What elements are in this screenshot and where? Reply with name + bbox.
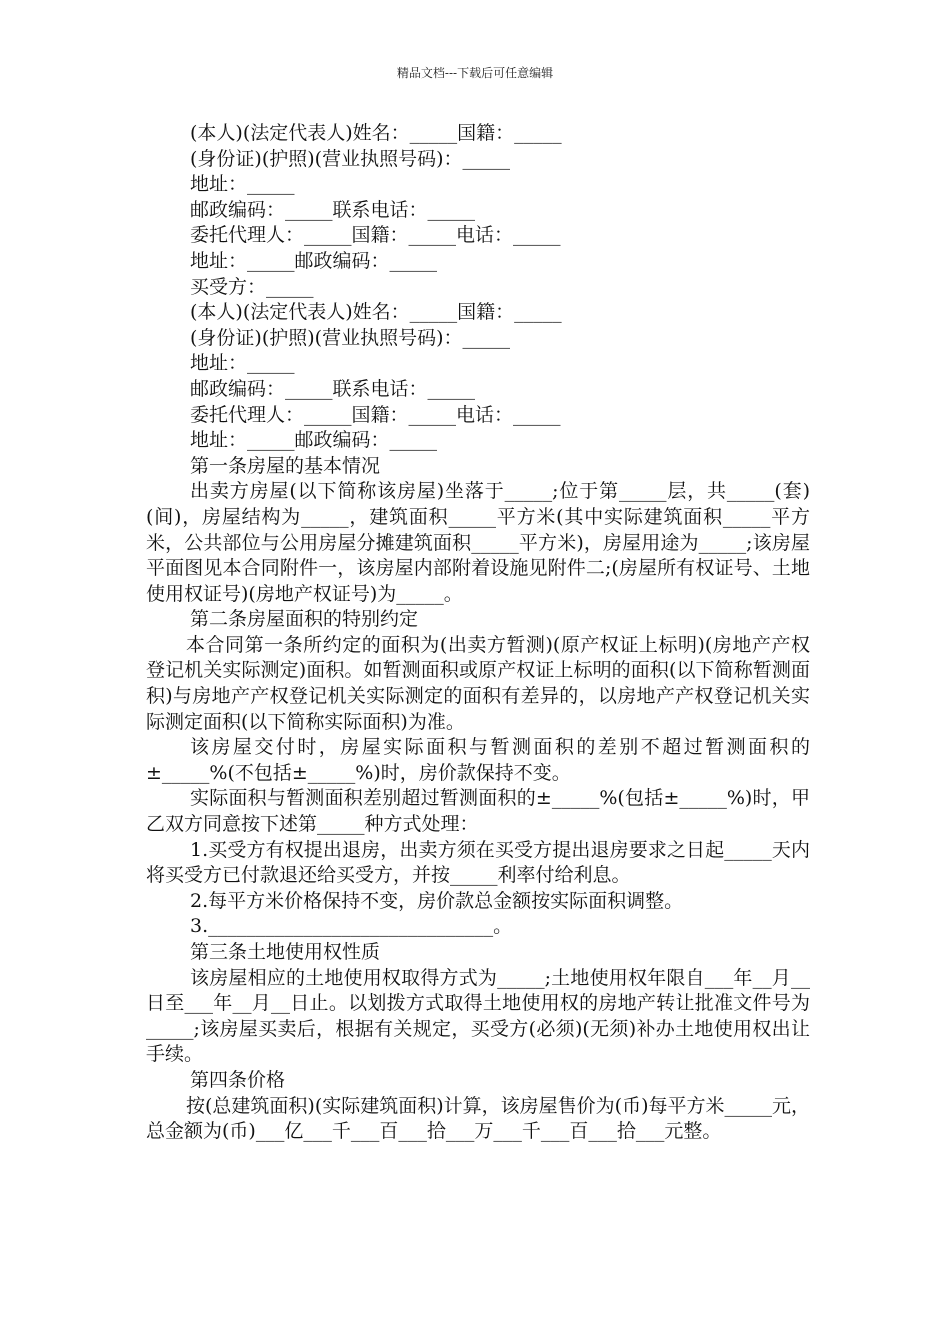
seller-agent-line: 委托代理人：_____国籍：_____电话：_____ xyxy=(190,224,561,247)
contract-body xyxy=(146,121,810,1145)
buyer-agent-line: 委托代理人：_____国籍：_____电话：_____ xyxy=(190,403,561,426)
seller-address-line: 地址：_____ xyxy=(190,173,295,196)
article2-title: 第二条房屋面积的特别约定 xyxy=(190,608,419,631)
article3-paragraph: 该房屋相应的土地使用权取得方式为_____;土地使用权年限自___年__月__日至___年__月__日止。以划拨方式取得土地使用权的房地产转让批准文件号为_____;该房屋买卖后，根据有关规定，买受方(必须)(无须)补办土地使用权出让手续。 xyxy=(146,966,810,1066)
seller-postcode-phone-line: 邮政编码：_____联系电话：_____ xyxy=(190,198,476,221)
article2-item-3: 3.______________________________。 xyxy=(190,915,513,938)
article1-paragraph: 出卖方房屋(以下简称该房屋)坐落于_____;位于第_____层，共_____(套)(间)，房屋结构为_____，建筑面积_____平方米(其中实际建筑面积_____平方米，公共部位与公用房屋分摊建筑面积_____平方米)，房屋用途为_____;该房屋平面图见本合同附件一，该房屋内部附着设施见附件二;(房屋所有权证号、土地使用权证号)(房地产权证号)为_____。 xyxy=(146,480,810,605)
buyer-id-line: (身份证)(护照)(营业执照号码)：_____ xyxy=(190,326,510,349)
buyer-label: 买受方：_____ xyxy=(190,275,314,298)
article4-title: 第四条价格 xyxy=(190,1068,286,1091)
buyer-address-line: 地址：_____ xyxy=(190,352,295,375)
article3-title: 第三条土地使用权性质 xyxy=(190,941,381,963)
article4-paragraph: 按(总建筑面积)(实际建筑面积)计算，该房屋售价为(币)每平方米_____元，总金额为(币)___亿___千___百___拾___万___千___百___拾___元整。 xyxy=(146,1094,810,1143)
seller-id-line: (身份证)(护照)(营业执照号码)：_____ xyxy=(190,147,510,170)
buyer-postcode-phone-line: 邮政编码：_____联系电话：_____ xyxy=(190,377,476,400)
article2-paragraph-3: 实际面积与暂测面积差别超过暂测面积的±_____%(包括±_____%)时，甲乙双方同意按下述第_____种方式处理： xyxy=(146,787,810,836)
article2-paragraph-1: 本合同第一条所约定的面积为(出卖方暂测)(原产权证上标明)(房地产产权登记机关实际测定)面积。如暂测面积或原产权证上标明的面积(以下简称暂测面积)与房地产产权登记机关实际测定的面积有差异的，以房地产产权登记机关实际测定面积(以下简称实际面积)为准。 xyxy=(146,633,810,733)
article1-title: 第一条房屋的基本情况 xyxy=(190,454,381,477)
seller-name-line: (本人)(法定代表人)姓名：_____国籍：_____ xyxy=(190,122,562,144)
page-header: 精品文档---下载后可任意编辑 xyxy=(396,66,554,80)
article2-item-1: 1.买受方有权提出退房，出卖方须在买受方提出退房要求之日起_____天内将买受方已付款退还给买受方，并按_____利率付给利息。 xyxy=(146,838,810,887)
seller-agent-address-line: 地址：_____邮政编码：_____ xyxy=(190,249,438,272)
buyer-agent-address-line: 地址：_____邮政编码：_____ xyxy=(190,429,438,452)
article2-paragraph-2: 该房屋交付时，房屋实际面积与暂测面积的差别不超过暂测面积的±_____%(不包括±_____%)时，房价款保持不变。 xyxy=(146,736,810,784)
article2-item-2: 2.每平方米价格保持不变，房价款总金额按实际面积调整。 xyxy=(190,889,684,912)
buyer-name-line: (本人)(法定代表人)姓名：_____国籍：_____ xyxy=(190,301,562,324)
